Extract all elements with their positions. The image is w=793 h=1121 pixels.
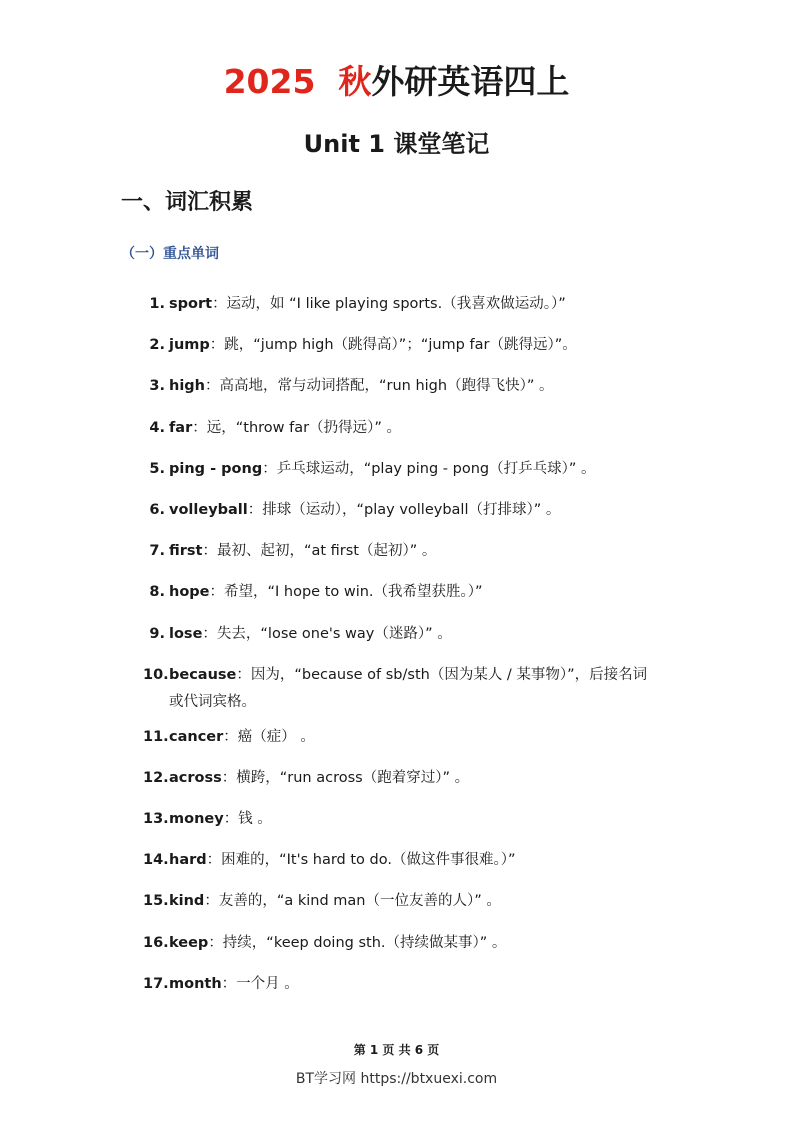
- unit-title: Unit 1 课堂笔记: [303, 130, 490, 158]
- vocab-item: [143, 889, 703, 930]
- vocab-definition: ：高高地，常与动词搭配，“run high（跑得飞快）” 。: [205, 378, 554, 395]
- vocab-number: 7.: [149, 543, 165, 560]
- vocab-term: month: [169, 975, 222, 992]
- vocab-definition: ：癌（症） 。: [223, 728, 315, 745]
- vocab-number: 17.: [143, 975, 169, 992]
- vocab-definition: ：远，“throw far（扔得远）” 。: [192, 419, 401, 436]
- vocab-number: 11.: [143, 728, 169, 745]
- vocab-definition: ：最初、起初，“at first（起初）” 。: [202, 543, 437, 560]
- vocab-term: across: [169, 769, 222, 786]
- vocab-number: 14.: [143, 852, 169, 869]
- page-number-footer: 第 1 页 共 6 页: [353, 1043, 440, 1057]
- vocab-number: 1.: [149, 296, 165, 312]
- vocab-term: first: [169, 543, 203, 560]
- vocab-item: [143, 292, 703, 333]
- section-heading: 一、词汇积累: [121, 190, 254, 215]
- vocab-definition: ：因为，“because of sb/sth（因为某人 / 某事物）”，后接名词: [236, 666, 648, 683]
- vocab-item: [143, 457, 703, 498]
- vocab-list: [143, 292, 703, 1013]
- vocab-definition: ：运动，如 “I like playing sports.（我喜欢做运动。）”: [212, 296, 566, 312]
- vocab-definition: ：横跨，“run across（跑着穿过）” 。: [221, 769, 470, 786]
- vocab-definition: ：希望，“I hope to win.（我希望获胜。）”: [209, 584, 483, 601]
- site-footer: BT学习网 https://btxuexi.com: [295, 1071, 498, 1087]
- vocab-term: high: [169, 378, 205, 395]
- vocab-item: [143, 848, 703, 889]
- vocab-number: 15.: [143, 893, 169, 910]
- vocab-number: 16.: [143, 934, 169, 951]
- vocab-term: keep: [169, 934, 209, 951]
- vocab-definition: ：一个月 。: [221, 975, 299, 992]
- vocab-definition: ：跳，“jump high（跳得高）”；“jump far（跳得远）”。: [209, 337, 577, 354]
- vocab-term: volleyball: [169, 501, 248, 518]
- vocab-item: [143, 663, 703, 725]
- vocab-number: 9.: [149, 625, 165, 642]
- vocab-number: 6.: [149, 501, 165, 518]
- title-season: 秋: [338, 62, 372, 101]
- vocab-definition: ：持续，“keep doing sth.（持续做某事）” 。: [208, 934, 507, 951]
- title-year: 2025: [223, 62, 316, 101]
- vocab-number: 5.: [149, 460, 165, 477]
- vocab-term: cancer: [169, 728, 224, 745]
- vocab-item: [143, 374, 703, 415]
- vocab-term: ping - pong: [169, 460, 263, 477]
- vocab-item: [143, 931, 703, 972]
- vocab-number: 13.: [143, 811, 169, 828]
- vocab-definition-continued: 或代词宾格。: [169, 693, 256, 710]
- vocab-term: far: [169, 419, 193, 436]
- vocab-term: hard: [169, 852, 207, 869]
- vocab-definition: ：友善的，“a kind man（一位友善的人）” 。: [204, 893, 501, 910]
- vocab-item: [143, 498, 703, 539]
- vocab-item: [143, 972, 703, 1013]
- vocab-term: jump: [169, 337, 210, 354]
- vocab-item: [143, 725, 703, 766]
- vocab-definition: ：失去，“lose one's way（迷路）” 。: [202, 625, 452, 642]
- vocab-item: [143, 333, 703, 374]
- vocab-term: kind: [169, 893, 205, 910]
- vocab-item: [143, 766, 703, 807]
- vocab-item: [143, 580, 703, 621]
- title-rest: 外研英语四上: [371, 62, 570, 101]
- vocab-term: money: [169, 811, 224, 828]
- vocab-number: 8.: [149, 584, 165, 601]
- vocab-number: 3.: [149, 378, 165, 395]
- page-title: [0, 62, 793, 102]
- vocab-number: 10.: [143, 666, 169, 683]
- vocab-term: lose: [169, 625, 203, 642]
- vocab-definition: ：困难的，“It's hard to do.（做这件事很难。）”: [206, 852, 516, 869]
- vocab-item: [143, 539, 703, 580]
- vocab-definition: ：乒乓球运动，“play ping - pong（打乒乓球）” 。: [262, 460, 596, 477]
- vocab-term: sport: [169, 296, 213, 312]
- vocab-term: because: [169, 666, 237, 683]
- subsection-heading: （一）重点单词: [121, 246, 219, 262]
- vocab-term: hope: [169, 584, 210, 601]
- vocab-definition: ：钱 。: [223, 811, 272, 828]
- vocab-item: [143, 622, 703, 663]
- vocab-item: [143, 807, 703, 848]
- vocab-item: [143, 416, 703, 457]
- vocab-number: 4.: [149, 419, 165, 436]
- vocab-definition: ：排球（运动），“play volleyball（打排球）” 。: [247, 501, 561, 518]
- vocab-number: 2.: [149, 337, 165, 354]
- vocab-number: 12.: [143, 769, 169, 786]
